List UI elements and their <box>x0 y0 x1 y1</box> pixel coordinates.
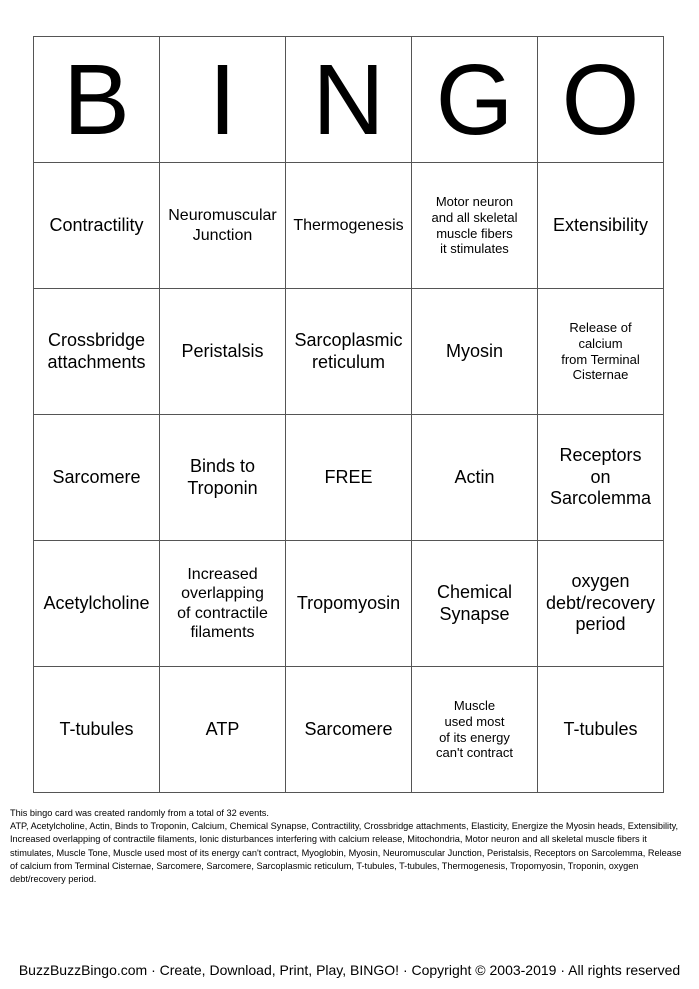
cell-text: Binds to Troponin <box>187 455 258 498</box>
cell-text: Sarcomere <box>52 466 141 487</box>
card-row <box>34 163 664 289</box>
bingo-cell[interactable] <box>412 541 538 667</box>
header-letter-g: G <box>412 37 538 163</box>
cell-text: Extensibility <box>552 214 649 235</box>
cell-text: Sarcoplasmic reticulum <box>294 329 403 372</box>
cell-text: Myosin <box>445 340 503 361</box>
cell-text: Tropomyosin <box>296 592 401 613</box>
cell-text: T-tubules <box>563 718 638 739</box>
cell-text: Neuromuscular Junction <box>168 207 277 244</box>
bingo-cell[interactable] <box>34 163 160 289</box>
cell-text: Actin <box>454 466 495 487</box>
header-letter-i: I <box>160 37 286 163</box>
cell-text: Chemical Synapse <box>436 581 513 624</box>
header-letter-n: N <box>286 37 412 163</box>
bingo-cell[interactable] <box>412 289 538 415</box>
bingo-cell[interactable] <box>34 289 160 415</box>
bingo-cell[interactable] <box>538 541 664 667</box>
card-info-intro: This bingo card was created randomly from a total of 32 events. <box>10 808 269 818</box>
bingo-cell[interactable] <box>160 667 286 793</box>
cell-text: ATP <box>205 718 240 739</box>
card-row <box>34 541 664 667</box>
card-row <box>34 289 664 415</box>
header-letter-b: B <box>34 37 160 163</box>
cell-text: Peristalsis <box>181 340 264 361</box>
cell-text: Acetylcholine <box>43 592 150 613</box>
header-row <box>34 37 664 163</box>
cell-text: FREE <box>324 466 373 487</box>
cell-text: Release of calcium from Terminal Cisternae <box>561 320 640 383</box>
cell-text: Contractility <box>49 214 144 235</box>
bingo-cell[interactable] <box>160 163 286 289</box>
bingo-cell[interactable] <box>538 667 664 793</box>
cell-text: Receptors on Sarcolemma <box>549 445 652 509</box>
bingo-cell[interactable] <box>286 163 412 289</box>
cell-text: Motor neuron and all skeletal muscle fibers it stimulates <box>431 194 518 257</box>
cell-text: T-tubules <box>59 718 134 739</box>
cell-text: oxygen debt/recovery period <box>545 571 656 635</box>
bingo-cell[interactable] <box>34 667 160 793</box>
cell-text: Sarcomere <box>304 718 393 739</box>
cell-text: Crossbridge attachments <box>47 329 146 372</box>
bingo-cell[interactable] <box>412 163 538 289</box>
cell-text: Muscle used most of its energy can't contract <box>436 698 513 761</box>
header-letter-o: O <box>538 37 664 163</box>
bingo-card <box>33 36 664 793</box>
bingo-cell[interactable] <box>538 163 664 289</box>
bingo-cell[interactable] <box>538 415 664 541</box>
card-event-list: ATP, Acetylcholine, Actin, Binds to Troponin, Calcium, Chemical Synapse, Contractility, Crossbridge attachments, Elasticity, Energize the Myosin heads, Extensibility, Increased overlapping of contractile filaments, Ionic disturbances interfering with calcium release, Mitochondria, Motor neuron and all skeletal muscle fibers it stimulates, Muscle Tone, Muscle used most of its energy can't contract, Myoglobin, Myosin, Neuromuscular Junction, Peristalsis, Receptors on Sarcolemma, Release of calcium from Terminal Cisternae, Sarcomere, Sarcomere, Sarcoplasmic reticulum, T-tubules, T-tubules, Thermogenesis, Tropomyosin, Troponin, oxygen debt/recovery period. <box>10 821 682 885</box>
card-row <box>34 415 664 541</box>
bingo-cell[interactable] <box>160 415 286 541</box>
bingo-cell[interactable] <box>412 415 538 541</box>
bingo-cell[interactable] <box>160 541 286 667</box>
bingo-cell[interactable] <box>286 289 412 415</box>
bingo-cell[interactable] <box>160 289 286 415</box>
bingo-cell[interactable] <box>412 667 538 793</box>
cell-text: Thermogenesis <box>293 216 404 234</box>
cell-text: Increased overlapping of contractile filaments <box>177 566 268 641</box>
bingo-cell[interactable] <box>34 541 160 667</box>
free-cell[interactable] <box>286 415 412 541</box>
bingo-cell[interactable] <box>286 667 412 793</box>
card-row <box>34 667 664 793</box>
bingo-cell[interactable] <box>34 415 160 541</box>
bingo-cell[interactable] <box>538 289 664 415</box>
site-footer: BuzzBuzzBingo.com · Create, Download, Print, Play, BINGO! · Copyright © 2003-2019 · All rights reserved <box>18 962 681 978</box>
bingo-cell[interactable] <box>286 541 412 667</box>
card-info-note <box>10 807 690 886</box>
